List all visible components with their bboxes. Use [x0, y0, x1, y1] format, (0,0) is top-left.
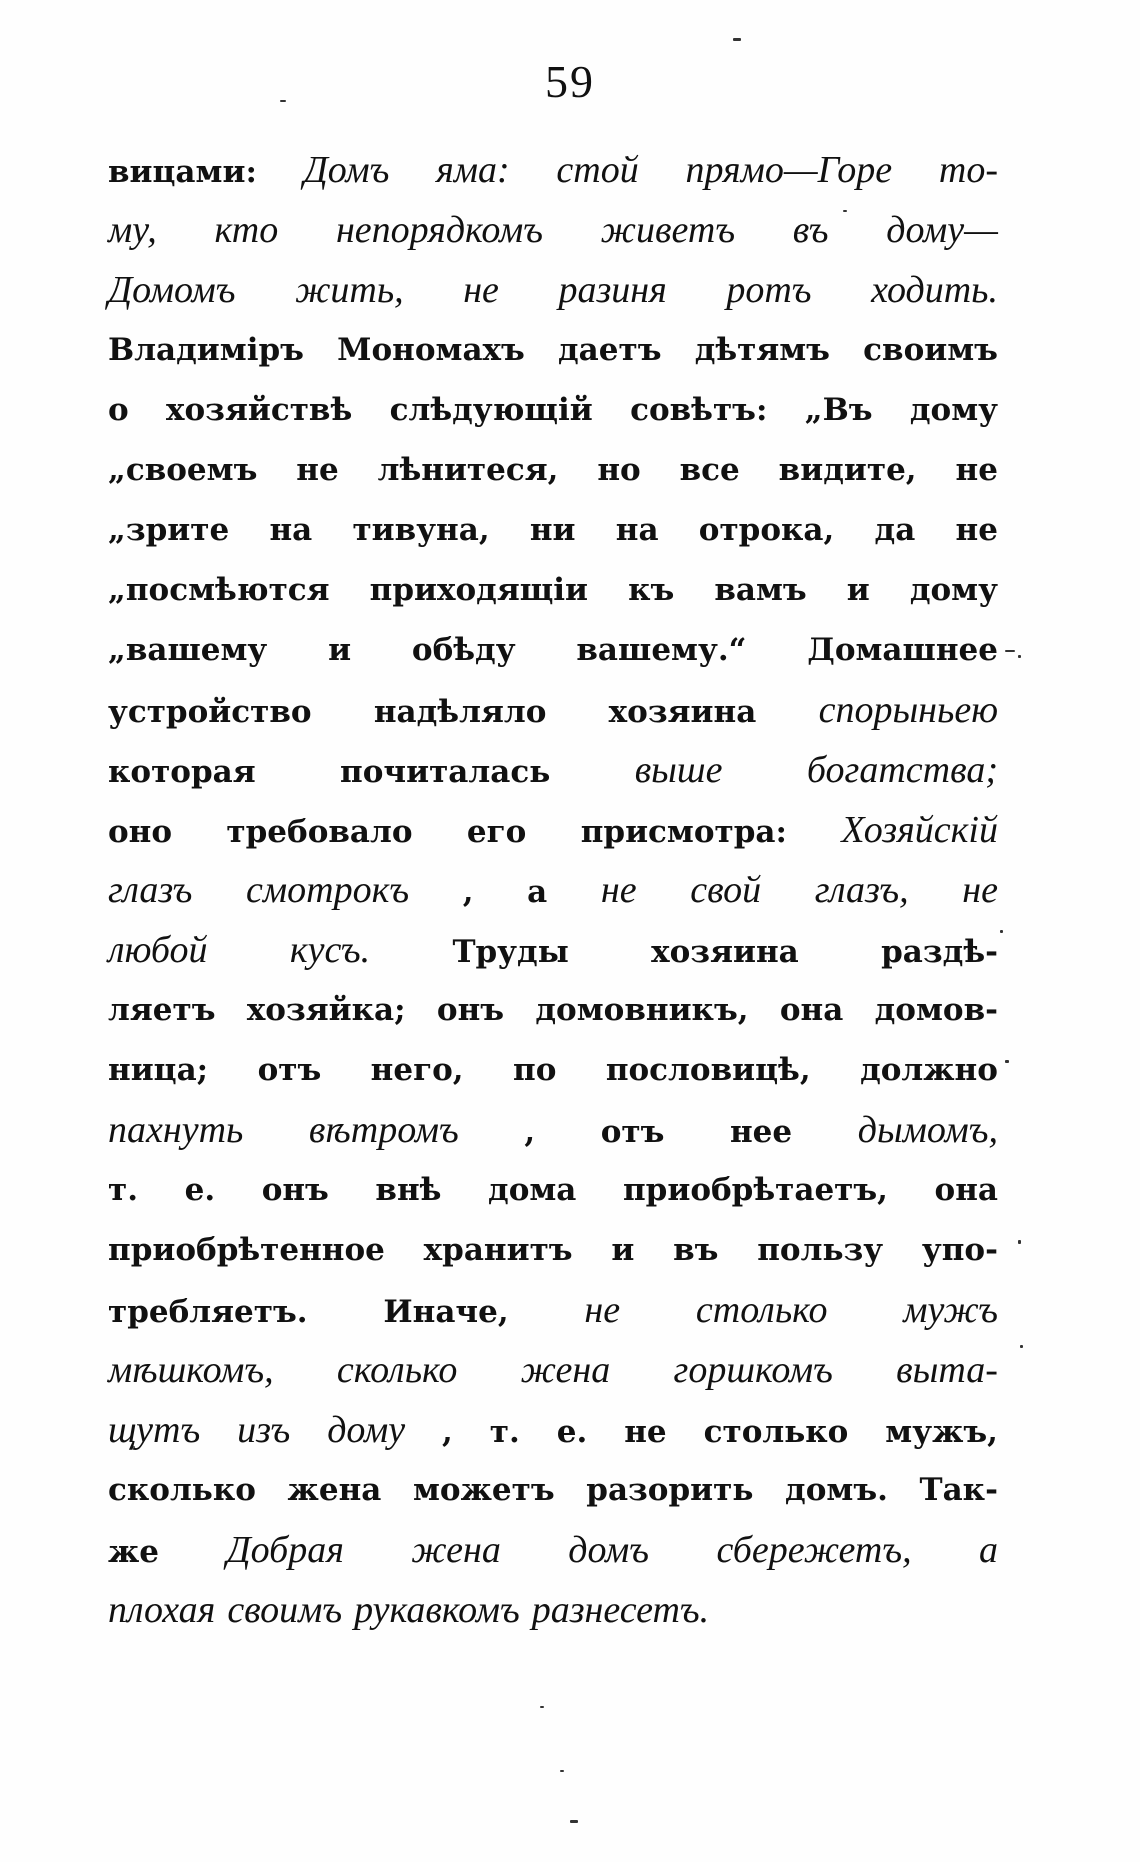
- italic-word: непорядкомъ: [335, 209, 543, 251]
- word: него,: [370, 1052, 464, 1088]
- italic-word: домъ: [568, 1529, 650, 1571]
- text-line: [108, 1160, 998, 1220]
- word: домовникъ,: [535, 992, 749, 1028]
- word: хозяйка;: [246, 992, 406, 1028]
- print-speck: [1018, 655, 1021, 658]
- word: совѣтъ:: [630, 392, 768, 428]
- italic-word: кто: [214, 209, 279, 251]
- word: Труды: [452, 934, 569, 970]
- word: и: [846, 572, 870, 608]
- word: „посмѣются: [108, 572, 330, 608]
- word: надѣляло: [373, 694, 547, 730]
- word: Мономахъ: [337, 332, 525, 368]
- word: обѣду: [411, 632, 516, 668]
- word: онъ: [436, 992, 505, 1028]
- word: вицами:: [108, 154, 257, 190]
- word: и: [328, 632, 352, 668]
- word: она: [779, 992, 844, 1028]
- word: „зрите: [108, 512, 230, 548]
- word: вашему.“: [576, 632, 747, 668]
- word: пословицѣ,: [605, 1052, 811, 1088]
- word: и: [611, 1232, 635, 1268]
- text-line: [108, 1040, 998, 1100]
- text-line: [108, 1580, 998, 1640]
- word: ница;: [108, 1052, 209, 1088]
- italic-word: пахнуть: [108, 1109, 244, 1151]
- italic-word: сколько: [336, 1349, 458, 1391]
- text-line: [108, 560, 998, 620]
- text-line: [108, 680, 998, 740]
- word: приобрѣтенное: [108, 1232, 385, 1268]
- italic-word: не: [584, 1289, 621, 1331]
- italic-word: рукавкомъ: [354, 1589, 520, 1631]
- word: онъ: [261, 1172, 329, 1208]
- word: требовало: [226, 814, 413, 850]
- word: внѣ: [375, 1172, 442, 1208]
- word: мужъ,: [885, 1414, 998, 1450]
- word: а: [527, 874, 548, 910]
- italic-word: выше: [634, 749, 723, 791]
- italic-word: дому: [327, 1409, 406, 1451]
- text-line: [108, 1340, 998, 1400]
- italic-word: глазъ: [108, 869, 193, 911]
- word: о: [108, 392, 129, 428]
- word: домъ.: [785, 1472, 888, 1508]
- word: въ: [673, 1232, 719, 1268]
- italic-word: глазъ,: [814, 869, 909, 911]
- italic-word: мужъ: [903, 1289, 998, 1331]
- text-line: [108, 260, 998, 320]
- italic-word: не: [962, 869, 998, 911]
- word: ляетъ: [108, 992, 216, 1028]
- word: „своемъ: [108, 452, 258, 488]
- text-line: [108, 1220, 998, 1280]
- word: его: [466, 814, 527, 850]
- word: должно: [860, 1052, 998, 1088]
- word: дѣтямъ: [694, 332, 830, 368]
- word: присмотра:: [580, 814, 787, 850]
- italic-word: ротъ: [726, 269, 812, 311]
- word: не: [296, 452, 339, 488]
- text-line: [108, 620, 998, 680]
- italic-word: сбережетъ,: [716, 1529, 912, 1571]
- word: можетъ: [413, 1472, 555, 1508]
- italic-word: прямо—Горе: [685, 149, 893, 191]
- italic-word: горшкомъ: [673, 1349, 833, 1391]
- word: вамъ: [714, 572, 807, 608]
- italic-word: Домомъ: [108, 269, 236, 311]
- italic-word: не: [463, 269, 499, 311]
- body-text: [108, 140, 998, 1640]
- word: своимъ: [863, 332, 998, 368]
- word: но: [597, 452, 641, 488]
- italic-word: жена: [520, 1349, 611, 1391]
- word: да: [874, 512, 916, 548]
- word: оно: [108, 814, 173, 850]
- word: отъ: [257, 1052, 322, 1088]
- italic-word: плохая: [108, 1589, 216, 1631]
- word: сколько: [108, 1472, 256, 1508]
- print-speck: [1005, 1060, 1009, 1063]
- italic-word: ходить.: [871, 269, 998, 311]
- italic-word: своимъ: [227, 1589, 343, 1631]
- word: пользу: [757, 1232, 884, 1268]
- italic-word: кусъ.: [289, 929, 371, 971]
- word: хозяйствѣ: [166, 392, 353, 428]
- word: отъ: [600, 1114, 665, 1150]
- italic-word: яма:: [436, 149, 510, 191]
- italic-word: щутъ: [108, 1409, 201, 1451]
- italic-word: стой: [556, 149, 639, 191]
- text-line: [108, 320, 998, 380]
- italic-word: спорыньею: [818, 689, 998, 731]
- word: Так-: [919, 1472, 998, 1508]
- print-speck: [1018, 1240, 1021, 1244]
- text-line: [108, 860, 998, 920]
- word: упо-: [921, 1232, 998, 1268]
- italic-word: дому—: [886, 209, 998, 251]
- word: тивуна,: [352, 512, 490, 548]
- word: дома: [488, 1172, 577, 1208]
- print-speck: [540, 1706, 544, 1708]
- word: „вашему: [108, 632, 268, 668]
- word: „Въ: [804, 392, 873, 428]
- word: не: [955, 512, 998, 548]
- italic-word: столько: [695, 1289, 828, 1331]
- text-line: [108, 500, 998, 560]
- word: ни: [529, 512, 576, 548]
- word: почиталась: [340, 754, 551, 790]
- word: столько: [703, 1414, 849, 1450]
- word: хозяина: [651, 934, 799, 970]
- text-line: [108, 740, 998, 800]
- word: домов-: [874, 992, 998, 1028]
- word: лѣнитеся,: [377, 452, 559, 488]
- word: видите,: [778, 452, 917, 488]
- text-line: [108, 1520, 998, 1580]
- italic-word: дымомъ,: [857, 1109, 998, 1151]
- text-line: [108, 200, 998, 260]
- text-line: [108, 980, 998, 1040]
- word: которая: [108, 754, 256, 790]
- print-speck: [560, 1770, 564, 1772]
- word: Владиміръ: [108, 332, 304, 368]
- print-speck: [1005, 650, 1015, 652]
- word: по: [513, 1052, 557, 1088]
- italic-word: живетъ: [600, 209, 736, 251]
- print-speck: [570, 1820, 578, 1823]
- word: е.: [184, 1172, 216, 1208]
- word: приходящіи: [369, 572, 589, 608]
- text-line: [108, 1100, 998, 1160]
- word: даетъ: [558, 332, 662, 368]
- text-line: [108, 380, 998, 440]
- text-line: [108, 800, 998, 860]
- text-line: [108, 920, 998, 980]
- italic-word: въ: [792, 209, 829, 251]
- word: на: [269, 512, 313, 548]
- italic-word: свой: [690, 869, 762, 911]
- italic-word: жить,: [295, 269, 404, 311]
- word: отрока,: [698, 512, 835, 548]
- word: устройство: [108, 694, 312, 730]
- italic-word: разиня: [558, 269, 667, 311]
- word: раздѣ-: [881, 934, 998, 970]
- italic-word: то-: [938, 149, 998, 191]
- print-speck: [280, 100, 286, 102]
- print-speck: [1000, 930, 1003, 933]
- word: ,: [524, 1114, 536, 1150]
- word: слѣдующій: [389, 392, 593, 428]
- text-line: [108, 1460, 998, 1520]
- italic-word: мѣшкомъ,: [108, 1349, 274, 1391]
- word: т.: [108, 1172, 139, 1208]
- italic-word: а: [978, 1529, 998, 1571]
- word: все: [679, 452, 740, 488]
- italic-word: Хозяйскій: [841, 809, 998, 851]
- word: разорить: [586, 1472, 754, 1508]
- italic-word: Домъ: [303, 149, 390, 191]
- word: ,: [442, 1414, 453, 1450]
- print-speck: [843, 210, 847, 212]
- italic-word: любой: [108, 929, 208, 971]
- word: дому: [909, 572, 998, 608]
- word: Иначе,: [383, 1294, 509, 1330]
- word: нее: [729, 1114, 793, 1150]
- page-number: 59: [545, 56, 595, 107]
- italic-word: изъ: [237, 1409, 291, 1451]
- word: не: [624, 1414, 667, 1450]
- print-speck: [1020, 1345, 1023, 1348]
- word: къ: [628, 572, 675, 608]
- word: ,: [462, 874, 474, 910]
- word: дому: [909, 392, 998, 428]
- word: т.: [489, 1414, 520, 1450]
- text-line: [108, 440, 998, 500]
- italic-word: смотрокъ: [246, 869, 410, 911]
- word: приобрѣтаетъ,: [622, 1172, 888, 1208]
- word: хозяина: [608, 694, 757, 730]
- text-line: [108, 1280, 998, 1340]
- print-speck: [733, 38, 741, 41]
- word: на: [615, 512, 659, 548]
- text-line: [108, 1400, 998, 1460]
- word: Домашнее: [807, 632, 998, 668]
- word: жена: [287, 1472, 382, 1508]
- italic-word: му,: [108, 209, 157, 251]
- word: хранитъ: [423, 1232, 573, 1268]
- text-line: [108, 140, 998, 200]
- italic-word: не: [600, 869, 637, 911]
- word: е.: [556, 1414, 588, 1450]
- word: же: [108, 1534, 160, 1570]
- italic-word: вѣтромъ: [308, 1109, 459, 1151]
- word: требляетъ.: [108, 1294, 308, 1330]
- word: она: [934, 1172, 998, 1208]
- italic-word: выта-: [896, 1349, 998, 1391]
- italic-word: разнесетъ.: [531, 1589, 710, 1631]
- italic-word: Добрая: [226, 1529, 344, 1571]
- italic-word: богатства;: [806, 749, 998, 791]
- italic-word: жена: [411, 1529, 501, 1571]
- word: не: [955, 452, 998, 488]
